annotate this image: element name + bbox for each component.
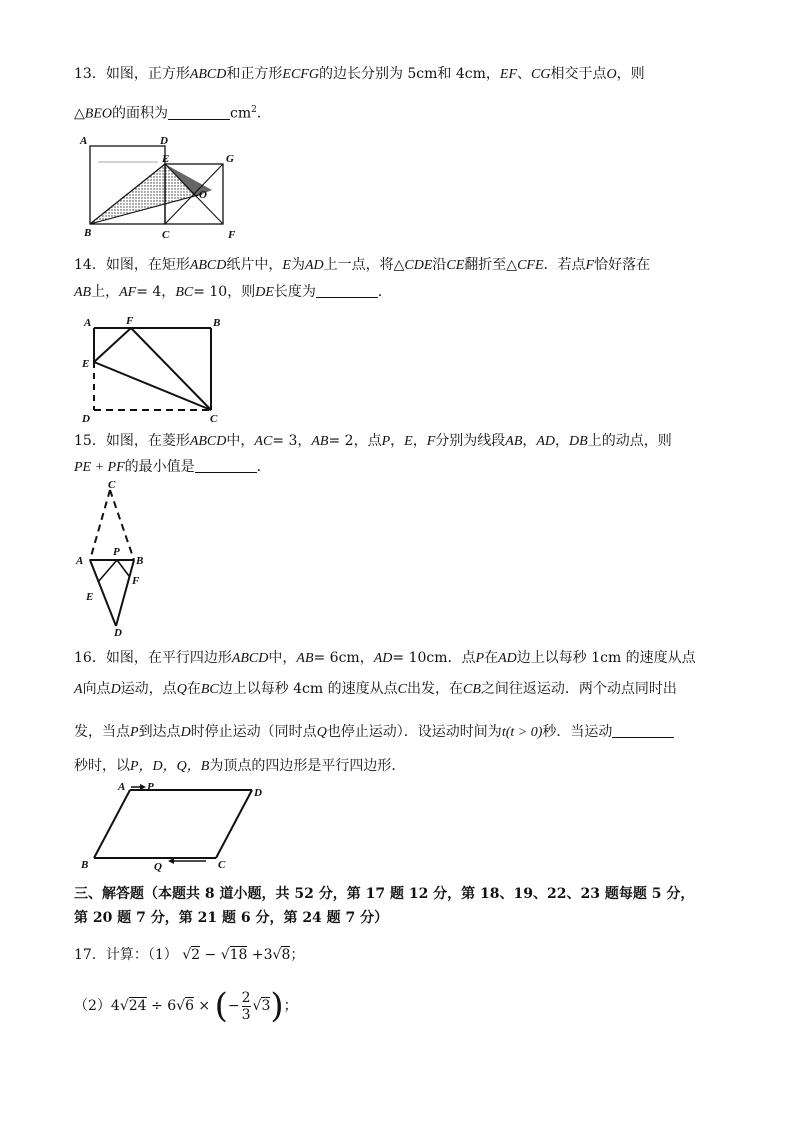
fig13-label-C: C (162, 229, 170, 241)
fig13-label-O: O (199, 189, 207, 201)
fig13-label-B: B (84, 227, 92, 239)
fig15-label-D: D (114, 627, 122, 639)
fig15-label-C: C (108, 479, 116, 491)
fig13-label-D: D (160, 135, 168, 147)
fig13-label-G: G (226, 153, 234, 165)
sqrt-2: √2 (182, 947, 201, 963)
section-3-heading-line1: 三、解答题（本题共 8 道小题，共 52 分，第 17 题 12 分，第 18、19、22、23 题每题 5 分， (74, 886, 695, 902)
q15-line1: 15．如图，在菱形ABCD中，AC= 3，AB= 2，点P，E，F分别为线段AB，AD，DB上的动点，则 (74, 433, 672, 449)
fig13-label-A: A (80, 135, 88, 147)
q16-line1: 16．如图，在平行四边形ABCD中，AB= 6cm，AD= 10cm．点P在AD边上以每秒 1cm 的速度从点 (74, 650, 696, 666)
sqrt-18: √18 (220, 947, 248, 963)
fig16-label-D: D (254, 787, 262, 799)
sqrt-24: √24 (119, 998, 147, 1014)
sqrt-6: √6 (176, 998, 194, 1014)
fraction-2-3: $\frac{2}{3}$ (241, 989, 251, 1023)
fig15-label-F: F (132, 575, 140, 587)
fig14-label-B: B (213, 317, 221, 329)
q15-line2: PE + PF的最小值是 ． (74, 459, 271, 475)
fig15-label-A: A (76, 555, 84, 567)
figure-15 (72, 478, 162, 640)
answer-blank-13 (168, 105, 230, 120)
q17-line2: （2）4√24 ÷ 6√6 × (− $\frac{2}{3}$ √3)； (74, 986, 298, 1026)
fig13-label-E: E (162, 153, 170, 165)
q16-line4: 秒时，以P，D，Q，B为顶点的四边形是平行四边形． (74, 758, 406, 774)
q14-line1: 14．如图，在矩形ABCD纸片中，E为AD上一点，将△CDE沿CE翻折至△CFE．若点F恰好落在 (74, 257, 651, 273)
figure-13 (78, 134, 248, 240)
fig14-label-F: F (126, 315, 134, 327)
fig15-label-E: E (86, 591, 94, 603)
figure-16 (78, 776, 278, 874)
figure-14 (80, 312, 230, 424)
fig15-label-P: P (113, 546, 120, 558)
q13-line2: △BEO的面积为 $cm^2$． (74, 105, 271, 122)
fig14-label-D: D (82, 413, 90, 425)
fig16-label-P: P (147, 781, 154, 793)
answer-blank-14 (316, 283, 378, 298)
q14-line2: AB上，AF= 4，BC= 10，则DE长度为 ． (74, 284, 392, 300)
fig15-label-B: B (136, 555, 144, 567)
section-3-heading-line2: 第 20 题 7 分，第 21 题 6 分，第 24 题 7 分） (74, 910, 389, 926)
q16-line3: 发，当点P到达点D时停止运动（同时点Q也停止运动）．设运动时间为t(t > 0)秒．当运动 (74, 722, 734, 743)
fig13-label-F: F (228, 229, 236, 241)
q17-line1: 17．计算：（1） √2 − √18 +3√8； (74, 943, 734, 967)
fig16-label-A: A (118, 781, 126, 793)
answer-blank-16 (612, 723, 674, 738)
answer-blank-15 (195, 458, 257, 473)
fig14-label-C: C (210, 413, 218, 425)
fig16-label-C: C (218, 859, 226, 871)
q13-line1: 13．如图，正方形ABCD和正方形ECFG的边长分别为 5cm和 4cm，EF、CG相交于点O，则 (74, 66, 645, 82)
fig16-label-B: B (81, 859, 89, 871)
sqrt-3: √3 (252, 998, 271, 1014)
fig16-label-Q: Q (154, 861, 162, 873)
fig14-label-A: A (84, 317, 92, 329)
q16-line2: A向点D运动，点Q在BC边上以每秒 4cm 的速度从点C出发，在CB之间往返运动．两个动点同时出 (74, 681, 677, 697)
fig14-label-E: E (82, 358, 90, 370)
sqrt-8: √8 (272, 947, 291, 963)
